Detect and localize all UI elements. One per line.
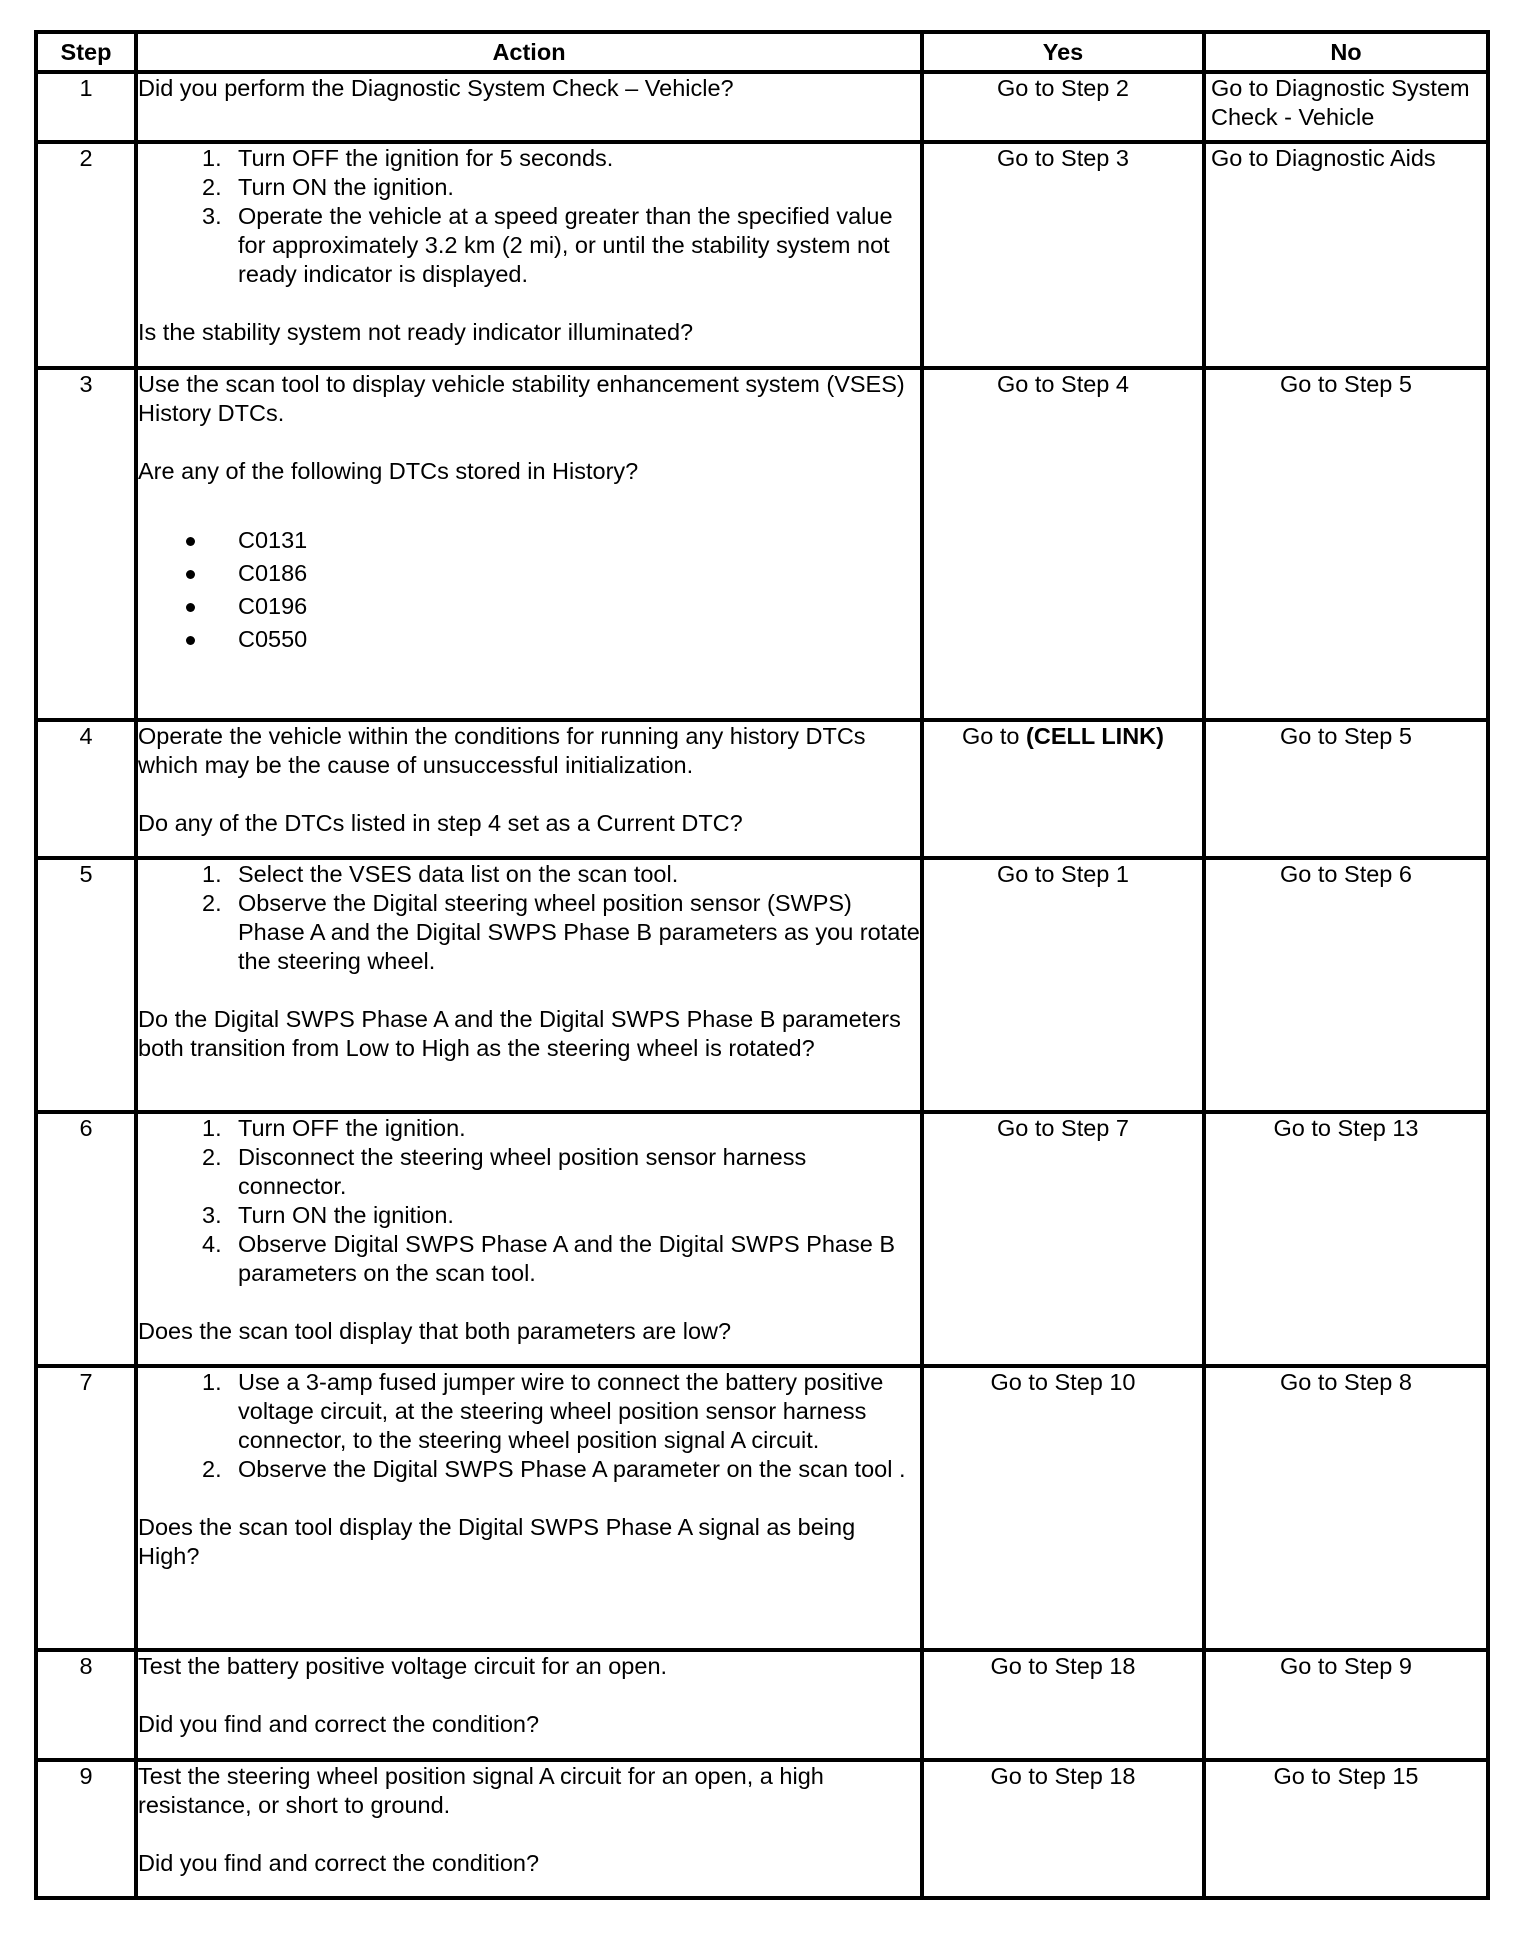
question-text: Did you find and correct the condition? [138, 1850, 540, 1876]
yes-result: Go to (CELL LINK) [922, 720, 1204, 858]
header-no: No [1204, 32, 1488, 72]
list-item: 3. Turn ON the ignition. [202, 1202, 454, 1228]
no-result: Go to Step 8 [1204, 1366, 1488, 1650]
dtc-list [138, 524, 920, 656]
dtc-item: C0131 [138, 524, 920, 557]
procedure-list [138, 860, 920, 976]
action-text: Operate the vehicle within the conditions for running any history DTCs which may be the cause of unsuccessful initialization. [138, 723, 866, 778]
list-item: 2. Disconnect the steering wheel position sensor harness connector. [202, 1144, 807, 1199]
list-item: 2. Observe the Digital steering wheel position sensor (SWPS) Phase A and the Digital SWPS Phase B parameters as you rotate the steering wheel. [202, 890, 920, 974]
diagnostic-table [34, 30, 1490, 1900]
no-result: Go to Diagnostic System Check - Vehicle [1204, 72, 1488, 142]
action-cell [136, 720, 922, 858]
yes-result: Go to Step 18 [922, 1760, 1204, 1898]
action-cell [136, 142, 922, 368]
list-item: 1. Turn OFF the ignition. [202, 1115, 466, 1141]
question-text: Does the scan tool display the Digital SWPS Phase A signal as being High? [138, 1514, 856, 1569]
question-text: Is the stability system not ready indicator illuminated? [138, 319, 694, 345]
no-result: Go to Step 15 [1204, 1760, 1488, 1898]
table-row [36, 142, 1488, 368]
header-action: Action [136, 32, 922, 72]
question-text: Did you find and correct the condition? [138, 1711, 540, 1737]
no-result: Go to Diagnostic Aids [1204, 142, 1488, 368]
step-number: 4 [36, 720, 136, 858]
action-cell [136, 1760, 922, 1898]
yes-result: Go to Step 4 [922, 368, 1204, 720]
list-item: 1. Select the VSES data list on the scan tool. [202, 861, 679, 887]
dtc-item: C0196 [138, 590, 920, 623]
action-text: Test the battery positive voltage circuit for an open. [138, 1653, 668, 1679]
action-cell [136, 1366, 922, 1650]
no-result: Go to Step 5 [1204, 720, 1488, 858]
step-number: 2 [36, 142, 136, 368]
question-text: Are any of the following DTCs stored in History? [138, 458, 639, 484]
action-text: Test the steering wheel position signal A circuit for an open, a high resistance, or short to ground. [138, 1763, 824, 1818]
table-row [36, 720, 1488, 858]
procedure-list [138, 144, 920, 289]
step-number: 5 [36, 858, 136, 1112]
yes-result: Go to Step 2 [922, 72, 1204, 142]
dtc-item: C0186 [138, 557, 920, 590]
no-result: Go to Step 6 [1204, 858, 1488, 1112]
question-text: Does the scan tool display that both parameters are low? [138, 1318, 732, 1344]
action-cell [136, 1112, 922, 1366]
question-text: Do any of the DTCs listed in step 4 set as a Current DTC? [138, 810, 743, 836]
step-number: 1 [36, 72, 136, 142]
list-item: 2. Observe the Digital SWPS Phase A parameter on the scan tool . [202, 1456, 906, 1482]
yes-result: Go to Step 1 [922, 858, 1204, 1112]
procedure-list [138, 1368, 920, 1484]
step-number: 3 [36, 368, 136, 720]
list-item: 1. Turn OFF the ignition for 5 seconds. [202, 145, 614, 171]
yes-result: Go to Step 7 [922, 1112, 1204, 1366]
step-number: 6 [36, 1112, 136, 1366]
table-row [36, 858, 1488, 1112]
list-item: 2. Turn ON the ignition. [202, 174, 454, 200]
yes-result: Go to Step 3 [922, 142, 1204, 368]
header-row [36, 32, 1488, 72]
table-row [36, 368, 1488, 720]
yes-result: Go to Step 18 [922, 1650, 1204, 1760]
step-number: 9 [36, 1760, 136, 1898]
no-result: Go to Step 9 [1204, 1650, 1488, 1760]
yes-result: Go to Step 10 [922, 1366, 1204, 1650]
action-cell [136, 368, 922, 720]
list-item: 4. Observe Digital SWPS Phase A and the Digital SWPS Phase B parameters on the scan tool. [202, 1231, 896, 1286]
dtc-item: C0550 [138, 623, 920, 656]
action-text: Use the scan tool to display vehicle stability enhancement system (VSES) History DTCs. [138, 371, 905, 426]
table-row [36, 1112, 1488, 1366]
table-row [36, 1650, 1488, 1760]
header-step: Step [36, 32, 136, 72]
list-item: 3. Operate the vehicle at a speed greater than the specified value for approximately 3.2 km (2 mi), or until the stability system not ready indicator is displayed. [202, 203, 893, 287]
step-number: 8 [36, 1650, 136, 1760]
procedure-list [138, 1114, 920, 1288]
action-cell [136, 72, 922, 142]
action-text: Did you perform the Diagnostic System Check – Vehicle? [138, 75, 734, 101]
action-cell [136, 1650, 922, 1760]
table-row [36, 1366, 1488, 1650]
question-text: Do the Digital SWPS Phase A and the Digital SWPS Phase B parameters both transition from Low to High as the steering wheel is rotated? [138, 1006, 901, 1061]
header-yes: Yes [922, 32, 1204, 72]
list-item: 1. Use a 3-amp fused jumper wire to connect the battery positive voltage circuit, at the steering wheel position sensor harness connector, to the steering wheel position signal A circuit. [202, 1369, 884, 1453]
table-row [36, 72, 1488, 142]
no-result: Go to Step 5 [1204, 368, 1488, 720]
cell-link[interactable]: (CELL LINK) [1026, 723, 1164, 749]
no-result: Go to Step 13 [1204, 1112, 1488, 1366]
step-number: 7 [36, 1366, 136, 1650]
table-row [36, 1760, 1488, 1898]
action-cell [136, 858, 922, 1112]
